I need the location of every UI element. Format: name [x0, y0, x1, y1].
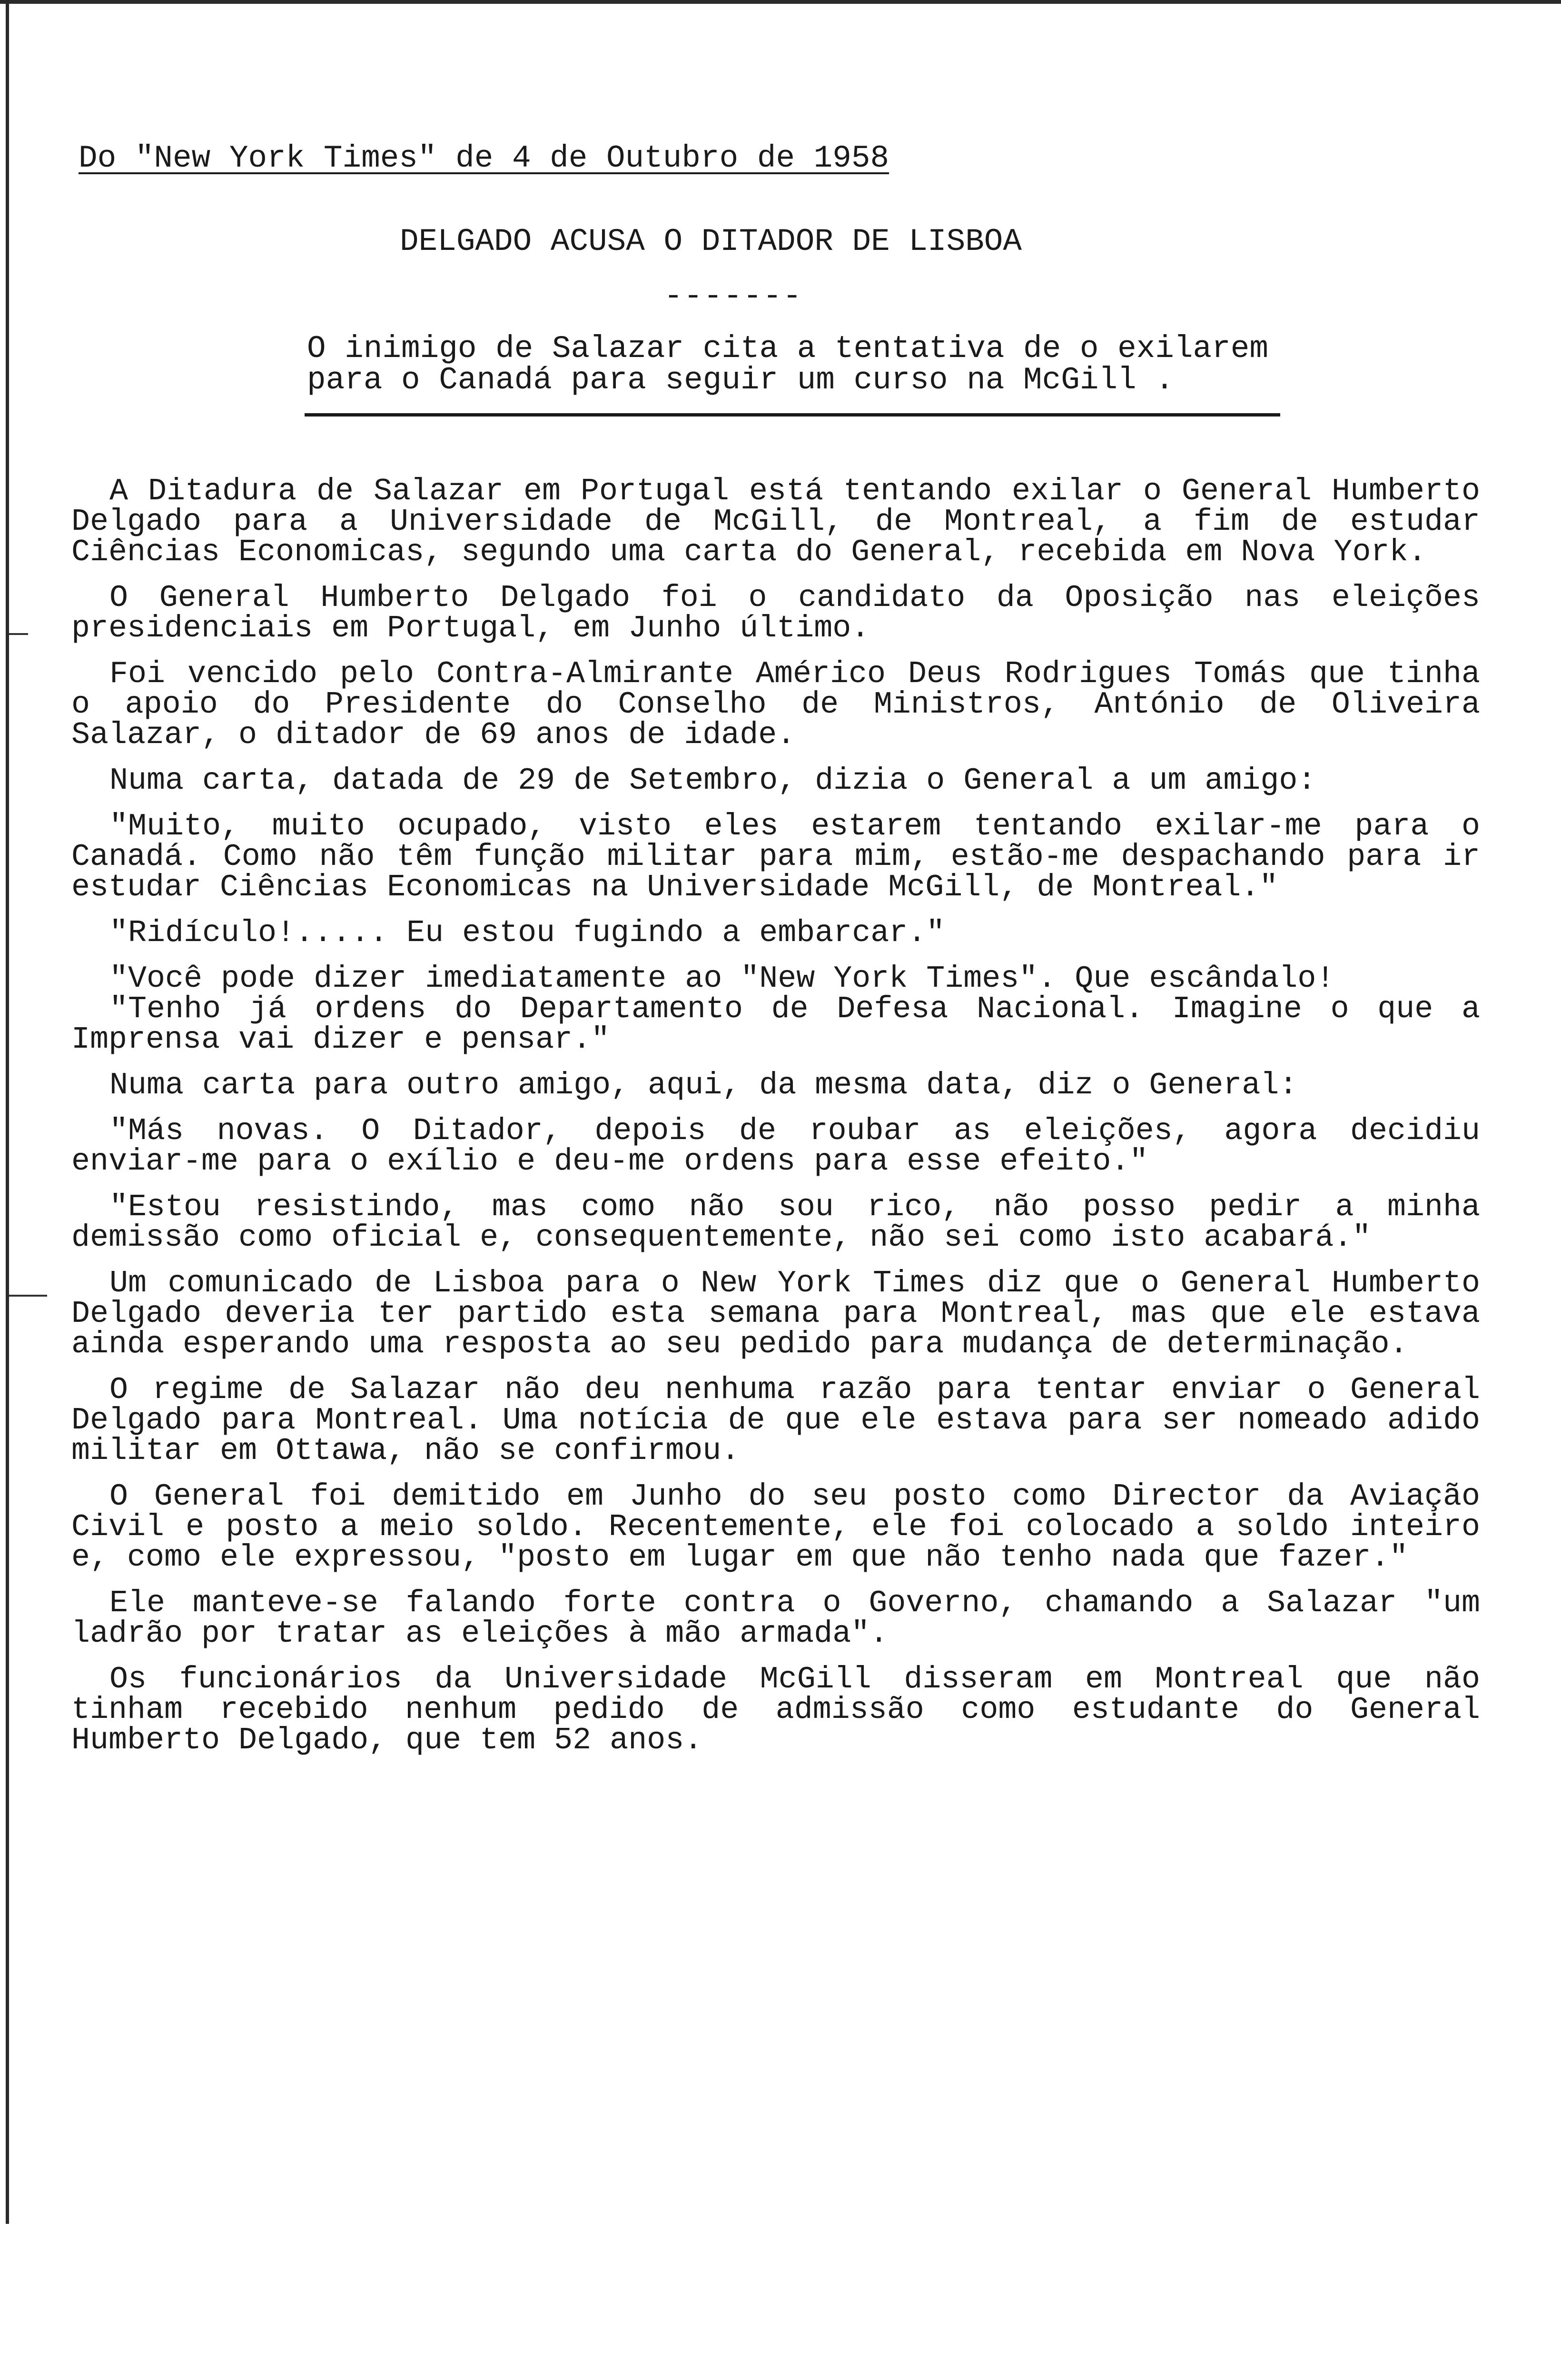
separator: -------: [664, 278, 803, 314]
paragraph: Ele manteve-se falando forte contra o Governo, chamando a Salazar "um ladrão por tratar as eleições à mão armada".: [71, 1586, 1480, 1651]
scan-mark: [9, 1295, 47, 1297]
quote-paragraph: "Ridículo!..... Eu estou fugindo a embarcar.": [109, 915, 945, 951]
headline: DELGADO ACUSA O DITADOR DE LISBOA: [400, 224, 1022, 259]
paragraph: Os funcionários da Universidade McGill disseram em Montreal que não tinham recebido nenhum pedido de admissão como estudante do General Humberto Delgado, que tem 52 anos.: [71, 1662, 1480, 1758]
paragraph: O General foi demitido em Junho do seu posto como Director da Aviação Civil e posto a meio soldo. Recentemente, ele foi colocado a soldo inteiro e, como ele expressou, "posto em lugar em que não tenho nada que fazer.": [71, 1479, 1480, 1575]
paragraph: Numa carta para outro amigo, aqui, da mesma data, diz o General:: [109, 1068, 1298, 1103]
quote-paragraph: "Tenho já ordens do Departamento de Defesa Nacional. Imagine o que a Imprensa vai dizer e pensar.": [71, 992, 1480, 1057]
quote-paragraph: "Você pode dizer imediatamente ao "New York Times". Que escândalo!: [109, 961, 1335, 996]
source-line: Do "New York Times" de 4 de Outubro de 1958: [79, 140, 889, 176]
subhead: O inimigo de Salazar cita a tentativa de o exilarem para o Canadá para seguir um curso na McGill .: [307, 331, 1268, 398]
page-border-left: [6, 0, 9, 2224]
quote-paragraph: "Más novas. O Ditador, depois de roubar as eleições, agora decidiu enviar-me para o exílio e deu-me ordens para esse efeito.": [71, 1113, 1480, 1179]
paragraph: Numa carta, datada de 29 de Setembro, dizia o General a um amigo:: [109, 763, 1316, 798]
subhead-rule: [305, 413, 1280, 416]
paragraph: Foi vencido pelo Contra-Almirante Américo Deus Rodrigues Tomás que tinha o apoio do Presidente do Conselho de Ministros, António de Oliveira Salazar, o ditador de 69 anos de idade.: [71, 656, 1480, 753]
paragraph: O General Humberto Delgado foi o candidato da Oposição nas eleições presidenciais em Portugal, em Junho último.: [71, 580, 1480, 646]
quote-paragraph: "Muito, muito ocupado, visto eles estarem tentando exilar-me para o Canadá. Como não têm função militar para mim, estão-me despachando para ir estudar Ciências Economicas na Universidade McGill, de Montreal.": [71, 809, 1480, 905]
scan-mark: [9, 633, 28, 635]
paragraph: A Ditadura de Salazar em Portugal está tentando exilar o General Humberto Delgado para a Universidade de McGill, de Montreal, a fim de estudar Ciências Economicas, segundo uma carta do General, recebida em Nova York.: [71, 474, 1480, 570]
quote-paragraph: "Estou resistindo, mas como não sou rico, não posso pedir a minha demissão como oficial e, consequentemente, não sei como isto acabará.": [71, 1190, 1480, 1255]
article-body: [71, 476, 1480, 1771]
page-border-top: [0, 0, 1561, 4]
paragraph: Um comunicado de Lisboa para o New York Times diz que o General Humberto Delgado deveria ter partido esta semana para Montreal, mas que ele estava ainda esperando uma resposta ao seu pedido para mudança de determinação.: [71, 1266, 1480, 1362]
paragraph: O regime de Salazar não deu nenhuma razão para tentar enviar o General Delgado para Montreal. Uma notícia de que ele estava para ser nomeado adido militar em Ottawa, não se confirmou.: [71, 1372, 1480, 1468]
